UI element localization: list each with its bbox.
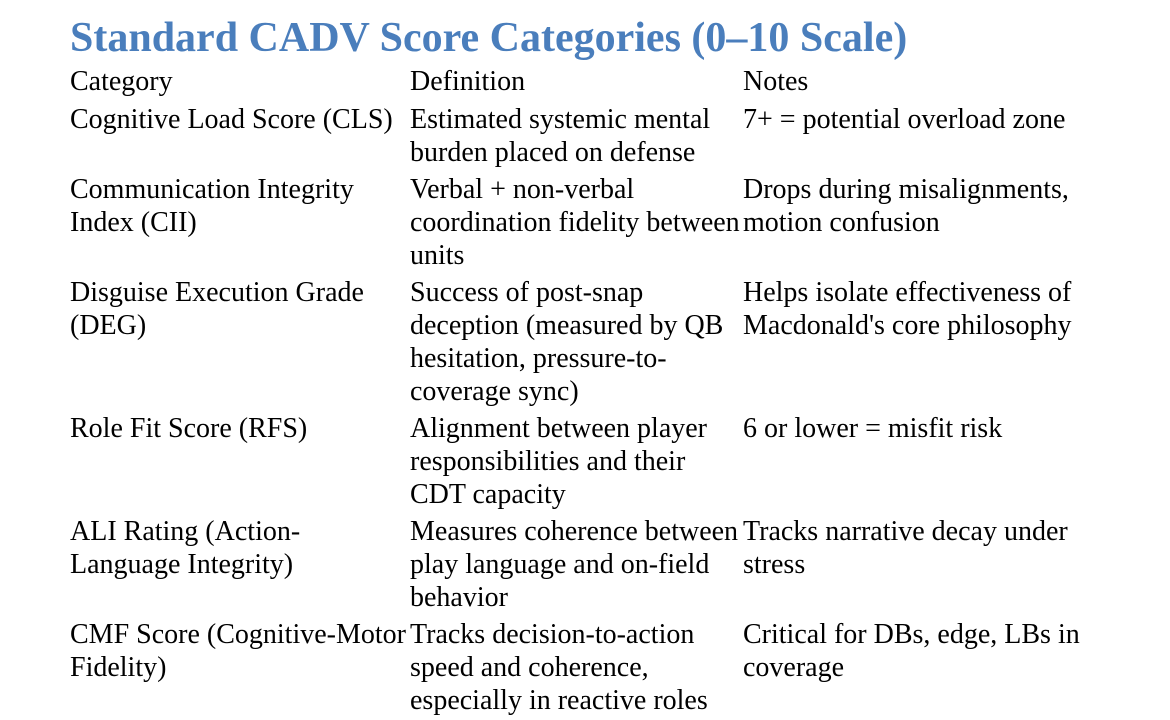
cell-definition: Success of post-snap deception (measured by QB hesitation, pressure-to-coverage sync) (410, 277, 724, 407)
column-header-category: Category (70, 66, 173, 97)
table-header-row (70, 65, 1081, 103)
table-row (70, 103, 1081, 173)
column-header-notes: Notes (743, 66, 809, 97)
table-row (70, 173, 1081, 276)
cell-category: CMF Score (Cognitive-Motor Fidelity) (70, 619, 406, 683)
page-title: Standard CADV Score Categories (0–10 Scale) (70, 15, 908, 61)
cell-notes: Critical for DBs, edge, LBs in coverage (743, 619, 1080, 683)
cell-notes: Drops during misalignments, motion confusion (743, 174, 1069, 238)
cell-category: Disguise Execution Grade (DEG) (70, 277, 364, 341)
cell-definition: Estimated systemic mental burden placed on defense (410, 104, 711, 168)
cell-category: Cognitive Load Score (CLS) (70, 104, 393, 135)
score-categories-table (70, 65, 1081, 720)
table-row (70, 618, 1081, 720)
cell-notes: 7+ = potential overload zone (743, 104, 1066, 135)
table-row (70, 412, 1081, 515)
cell-notes: Tracks narrative decay under stress (743, 516, 1068, 580)
cell-definition: Measures coherence between play language and on-field behavior (410, 516, 739, 613)
cell-category: Communication Integrity Index (CII) (70, 174, 354, 238)
cell-definition: Alignment between player responsibilities and their CDT capacity (410, 413, 708, 510)
cell-category: ALI Rating (Action-Language Integrity) (70, 516, 301, 580)
column-header-definition: Definition (410, 66, 526, 97)
cell-category: Role Fit Score (RFS) (70, 413, 308, 444)
cell-notes: 6 or lower = misfit risk (743, 413, 1003, 444)
cell-notes: Helps isolate effectiveness of Macdonald's core philosophy (743, 277, 1072, 341)
table-row (70, 276, 1081, 412)
cell-definition: Tracks decision-to-action speed and coherence, especially in reactive roles (410, 619, 708, 716)
table-row (70, 515, 1081, 618)
cell-definition: Verbal + non-verbal coordination fidelity between units (410, 174, 740, 271)
